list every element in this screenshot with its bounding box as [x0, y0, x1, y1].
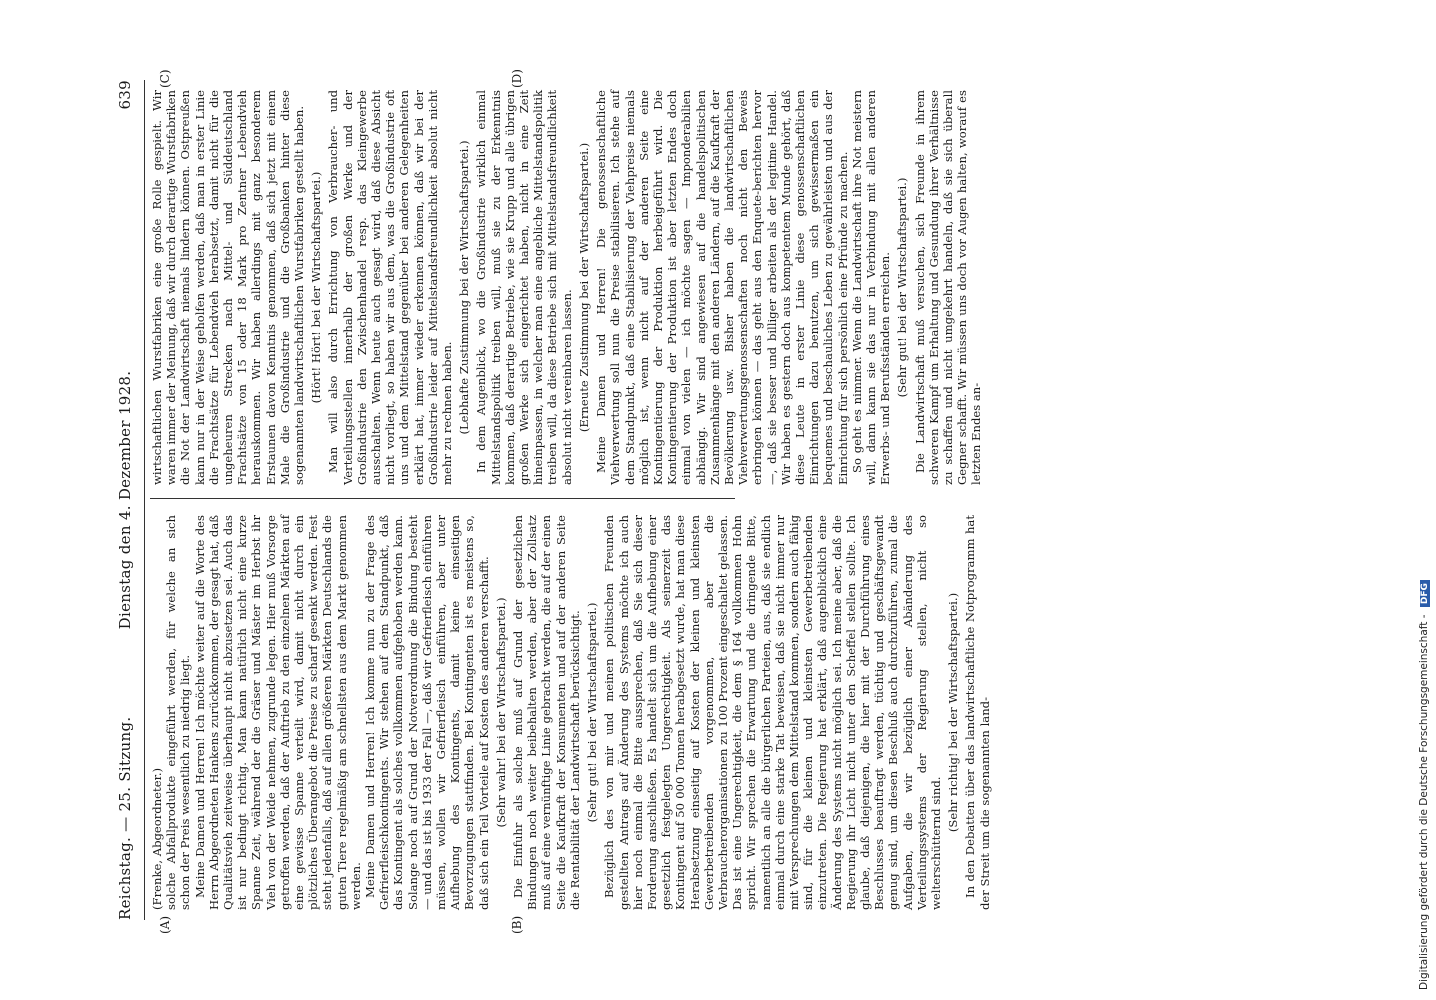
text-column-left [150, 515, 992, 910]
paragraph: Bezüglich des von mir und meinen politischen Freunden gestellten Antrags auf Änderung des Systems möchte ich auch hier noch einmal die Bitte aussprechen, daß Sie sich dieser Forderung anschließen. Es handelt sich um die Aufhebung einer gesetzlich festgelegten Ungerechtigkeit. Als seinerzeit das Kontingent auf 50 000 Tonnen herabgesetzt wurde, hat man diese Herabsetzung einseitig auf Kosten der kleinen und kleinsten Gewerbetreibenden vorgenommen, aber die Verbraucherorganisationen zu 100 Prozent eingeschaltet gelassen. Das ist eine Ungerechtigkeit, die dem § 164 vollkommen Hohn spricht. Wir sprechen die Erwartung und die dringende Bitte, namentlich an alle die bürgerlichen Parteien, aus, daß sie endlich einmal durch eine starke Tat beweisen, daß sie nicht immer nur mit Versprechungen dem Mittelstand kommen, sondern auch fähig sind, für die kleinen und kleinsten Gewerbetreibenden einzutreten. Die Regierung hat erklärt, daß augenblicklich eine Änderung des Systems nicht möglich sei. Ich meine aber, daß die Regierung ihr Licht nicht unter den Scheffel stellen sollte. Ich glaube, daß diejenigen, die hier mit der Durchführung eines Beschlusses beauftragt werden, tüchtig und geschäftsgewandt genug sind, um diesen Beschluß auch durchzuführen, zumal die Aufgaben, die wir bezüglich einer Abänderung des Verteilungssystems der Regierung stellen, nicht so welterschütternd sind. [602, 515, 943, 910]
paragraph: Meine Damen und Herren! Ich möchte weiter auf die Worte des Herrn Abgeordneten Hankens zurückkommen, der gesagt hat, daß Qualitätsvieh zeitweise überhaupt nicht abzusetzen sei. Auch das ist nur bedingt richtig. Man kann natürlich nicht eine kurze Spanne Zeit, während der die Gräser und Mäster im Herbst ihr Vieh von der Weide nehmen, zugrunde legen. Hier muß Vorsorge getroffen werden, daß der Auftrieb zu den einzelnen Märkten auf eine gewisse Spanne verteilt wird, damit nicht durch ein plötzliches Überangebot die Preise zu scharf gesenkt werden. Fest steht jedenfalls, daß auf allen größeren Märkten Deutschlands die guten Tiere regelmäßig am schnellsten aus dem Markt genommen werden. [192, 515, 363, 910]
dfg-logo: DFG [1420, 580, 1430, 607]
header-date: Dienstag den 4. Dezember 1928. [116, 370, 134, 630]
paragraph: Die Einfuhr als solche muß auf Grund der gesetzlichen Bindungen noch weiter beibehalten werden, aber der Zollsatz muß auf eine vernünftige Linie gebracht werden, die auf der einen Seite die Kaufkraft der Konsumenten und auf der anderen Seite die Rentabilität der Landwirtschaft berücksichtigt. [511, 515, 582, 910]
column-divider [150, 498, 735, 499]
margin-marker-c: (C) [158, 69, 172, 88]
margin-marker-b: (B) [510, 915, 524, 934]
paragraph: solche Abfallprodukte eingeführt werden, für welche an sich schon der Preis wesentlich zu niedrig liegt. [164, 515, 193, 910]
header-session: Reichstag. — 25. Sitzung. [116, 716, 134, 920]
text-column-right [150, 90, 984, 485]
interjection: (Sehr richtig! bei der Wirtschaftspartei.) [946, 592, 961, 833]
page-number: 639 [116, 80, 134, 110]
interjection: (Erneute Zustimmung bei der Wirtschaftspartei.) [576, 142, 591, 433]
paragraph: In den Debatten über das landwirtschaftliche Notprogramm hat der Streit um die sogenannten land- [963, 515, 992, 910]
paragraph: Meine Damen und Herren! Ich komme nun zu der Frage des Gefrierfleischkontingents. Wir stehen auf dem Standpunkt, daß das Kontingent als solches vollkommen aufgehoben werden kann. Solange noch auf Grund der Notverordnung die Bindung besteht — und das ist bis 1933 der Fall —, daß wir Gefrierfleisch einführen müssen, wollen wir Gefrierfleisch einführen, aber unter Aufhebung des Kontingents, damit keine einseitigen Bevorzugungen stattfinden. Bei Kontingenten ist es meistens so, daß sich ein Teil Vorteile auf Kosten des anderen verschafft. [363, 515, 491, 910]
interjection: (Sehr gut! bei der Wirtschaftspartei.) [585, 602, 600, 823]
interjection: (Lebhafte Zustimmung bei der Wirtschaftspartei.) [457, 140, 472, 435]
digitization-note [1418, 10, 1436, 990]
header-rule [144, 80, 145, 920]
paragraph: In dem Augenblick, wo die Großindustrie wirklich einmal Mittelstandspolitik treiben will, muß sie zu der Erkenntnis kommen, daß derartige Betriebe, wie sie Krupp und alle übrigen großen Werke sich eingerichtet haben, nicht in eine Zeit hineinpassen, in welcher man eine angebliche Mittelstandspolitik treiben will, da diese Betriebe sich mit Mittelstandsfreundlichkeit absolut nicht vereinbaren lassen. [474, 90, 574, 485]
digitization-text: Digitalisierung gefördert durch die Deutsche Forschungsgemeinschaft - [1418, 614, 1430, 990]
paragraph: wirtschaftlichen Wurstfabriken eine große Rolle gespielt. Wir waren immer der Meinung, daß wir durch derartige Wurstfabriken die Not der Landwirtschaft niemals lindern können. Ostpreußen kann nur in der Weise geholfen werden, daß man in erster Linie die Frachtsätze für Lebendvieh herabsetzt, damit nicht für die ungeheuren Strecken nach Mittel- und Süddeutschland Frachtsätze von 15 oder 18 Mark pro Zentner Lebendvieh herauskommen. Wir haben allerdings mit ganz besonderem Erstaunen davon Kenntnis genommen, daß sich jetzt mit einem Male die Großindustrie und die Großbanken hinter diese sogenannten landwirtschaftlichen Wurstfabriken gestellt haben. [150, 90, 307, 485]
margin-marker-a: (A) [158, 915, 172, 934]
page-header [110, 60, 140, 940]
interjection: (Sehr wahr! bei der Wirtschaftspartei.) [493, 597, 508, 828]
paragraph: Meine Damen und Herren! Die genossenschaftliche Viehverwertung soll nun die Preise stabilisieren. Ich stehe auf dem Standpunkt, daß eine Stabilisierung der Viehpreise niemals möglich ist, wenn nicht auf der anderen Seite eine Kontingentierung der Produktion herbeigeführt wird. Die Kontingentierung der Produktion ist aber letzten Endes doch einmal von vielen — ich möchte sagen — Imponderabilien abhängig. Wir sind angewiesen auf die handelspolitischen Zusammenhänge mit den anderen Ländern, auf die Kaufkraft der Bevölkerung usw. Bisher haben die landwirtschaftlichen Viehverwertungsgenossenschaften noch nicht den Beweis erbringen können — das geht aus den Enquete-berichten hervor —, daß sie besser und billiger arbeiten als der legitime Handel. Wir haben es gestern doch aus kompetentem Munde gehört, daß diese Leute in erster Linie diese genossenschaftlichen Einrichtungen dazu benutzen, um sich gewissermaßen ein bequemes und beschauliches Leben zu gewährleisten und aus der Einrichtung für sich persönlich eine Pfründe zu machen. [594, 90, 850, 485]
paragraph: Die Landwirtschaft muß versuchen, sich Freunde in ihrem schweren Kampf um Erhaltung und Gesundung ihrer Verhältnisse zu schaffen und nicht umgekehrt handeln, daß sie sich überall Gegner schafft. Wir müssen uns doch vor Augen halten, worauf es letzten Endes an- [912, 90, 984, 485]
interjection: (Sehr gut! bei der Wirtschaftspartei.) [895, 177, 910, 398]
paragraph: Man will also durch Errichtung von Verbraucher- und Verteilungsstellen innerhalb der großen Werke und der Großindustrie den Zwischenhandel resp. das Kleingewerbe ausschalten. Wenn heute auch gesagt wird, daß diese Absicht nicht vorliegt, so haben wir aus dem, was die Großindustrie oft uns und dem Mittelstand gegenüber bei anderen Gelegenheiten erklärt hat, immer wieder erkennen können, daß wir bei der Großindustrie leider auf Mittelstandsfreundlichkeit absolut nicht mehr zu rechnen haben. [326, 90, 455, 485]
interjection: (Hört! Hört! bei der Wirtschaftspartei.) [309, 171, 324, 404]
paragraph: (Frenke, Abgeordneter.) [150, 767, 164, 910]
margin-marker-d: (D) [510, 69, 524, 88]
document-page [110, 60, 992, 940]
paragraph: So geht es nimmer. Wenn die Landwirtschaft ihre Not meistern will, dann kann sie das nur in Verbindung mit allen anderen Erwerbs- und Berufsständen erreichen. [849, 90, 893, 485]
